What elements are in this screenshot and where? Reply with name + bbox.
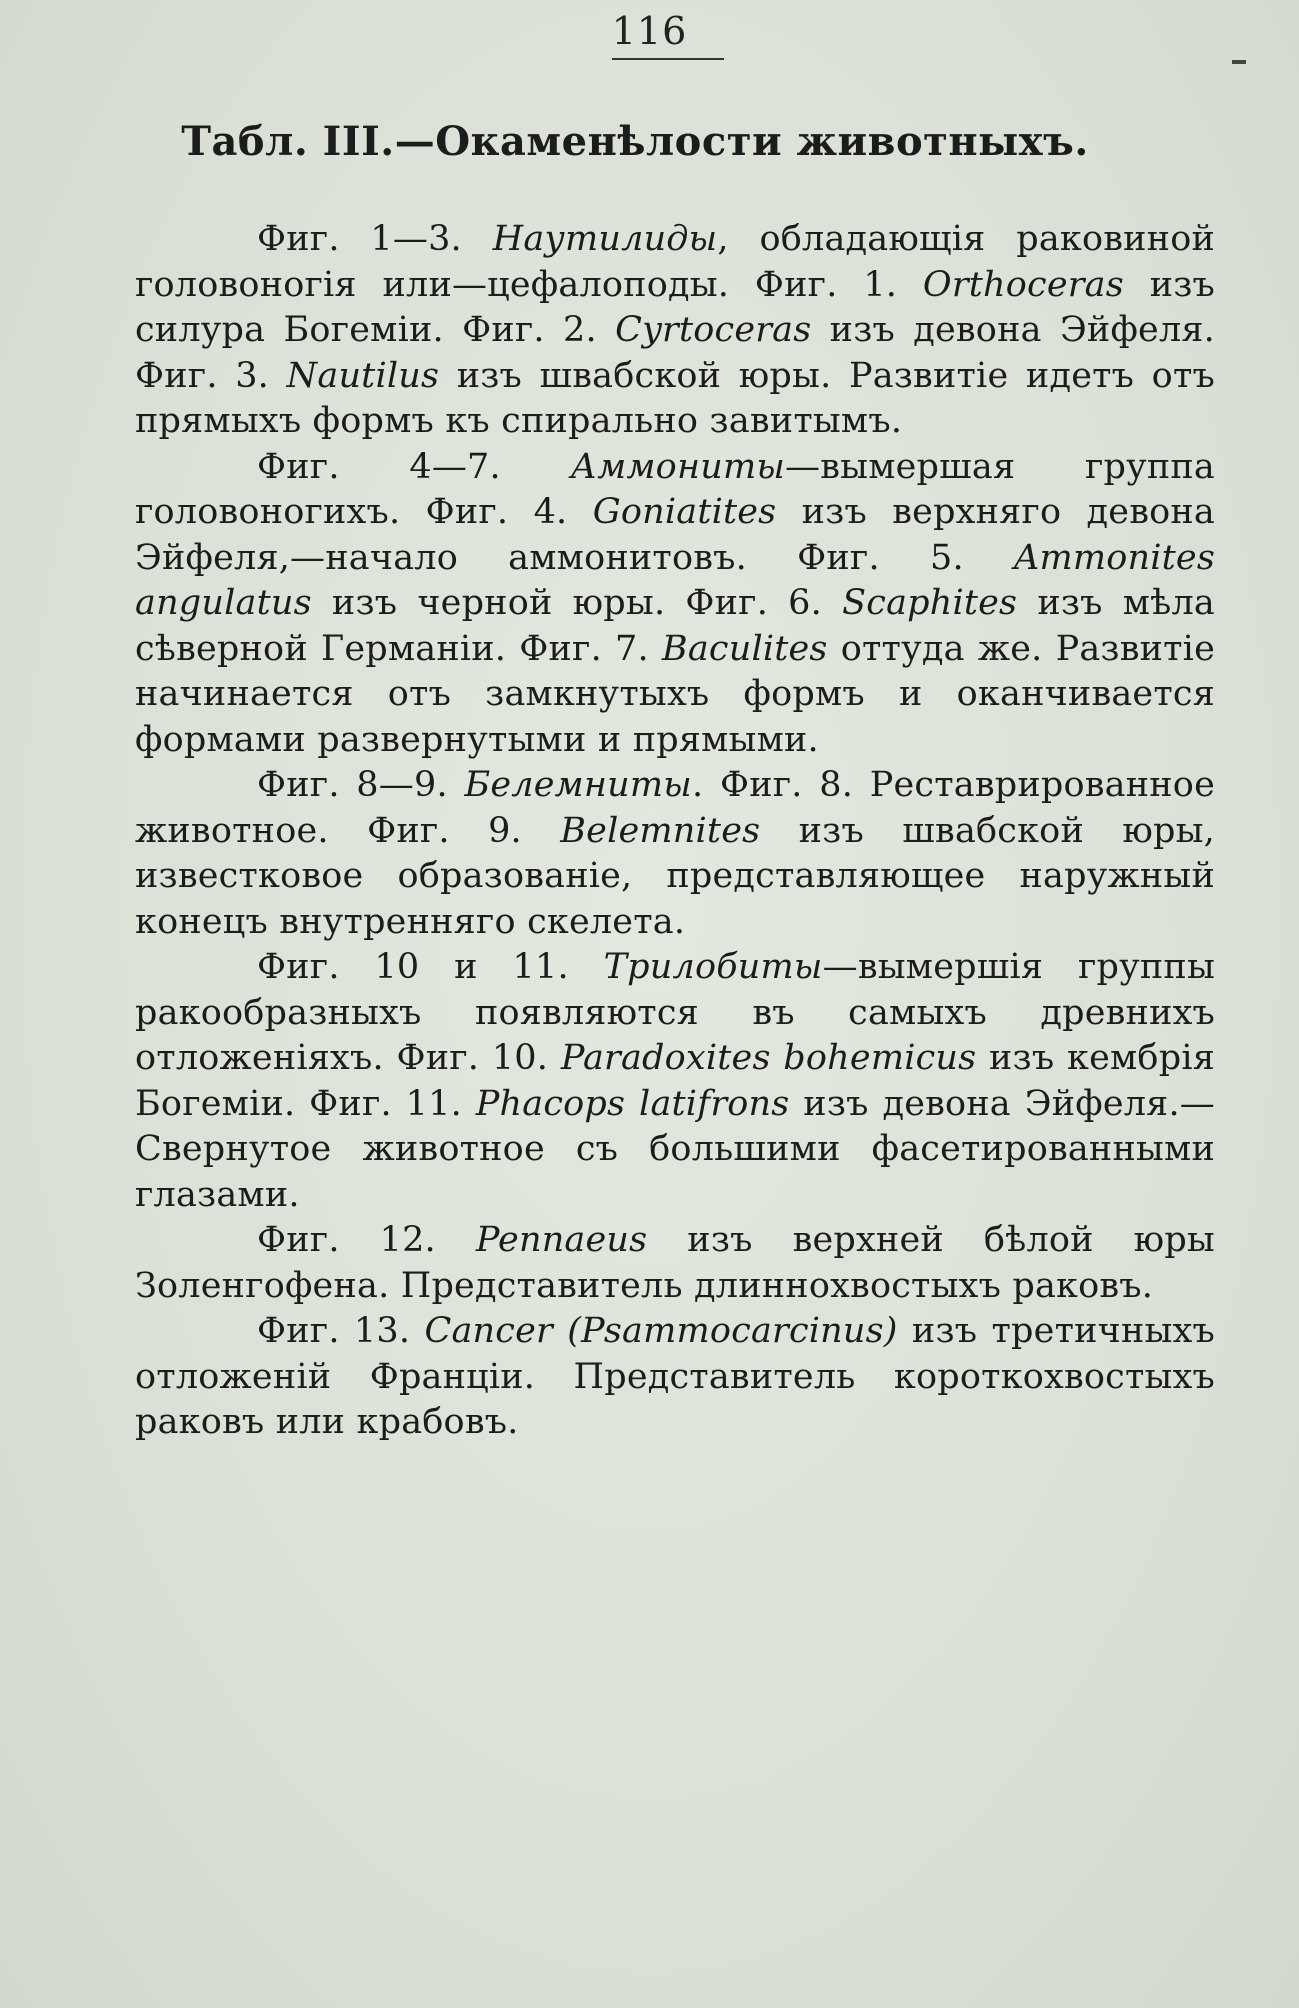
- text-run: —вымершая группа головоногихъ. Фиг. 4.: [135, 446, 1215, 532]
- text-run: Фиг. 10 и 11.: [257, 947, 604, 987]
- taxon-name: Orthoceras: [922, 264, 1124, 305]
- text-run: изъ девона Эйфеля.—Свернутое животное съ большими фасетированными глазами.: [135, 1083, 1215, 1215]
- page-number: 116: [611, 9, 688, 53]
- text-run: . Фиг. 8. Реставрированное животное. Фиг. 9.: [135, 765, 1215, 851]
- taxon-name: Goniatites: [592, 492, 777, 532]
- text-run: изъ девона Эйфеля. Фиг. 3.: [135, 310, 1215, 396]
- taxon-name: Belemnites: [560, 810, 761, 851]
- text-run: изъ швабской юры. Развитіе идетъ отъ прямыхъ формъ къ спирально завитымъ.: [135, 355, 1215, 441]
- text-run: Фиг. 13.: [257, 1311, 425, 1351]
- text-run: изъ черной юры. Фиг. 6.: [311, 583, 843, 623]
- text-run: изъ кембрія Богеміи. Фиг. 11.: [135, 1038, 1215, 1124]
- paragraph-fig-4-7: [135, 445, 1215, 764]
- text-run: изъ верхней бѣлой юры Золенгофена. Представитель длиннохвостыхъ раковъ.: [135, 1220, 1215, 1306]
- paragraph-fig-10-11: [135, 945, 1215, 1218]
- taxon-name: Baculites: [661, 628, 828, 669]
- taxon-name: Nautilus: [286, 355, 440, 396]
- text-run: изъ силура Богеміи. Фиг. 2.: [135, 264, 1215, 350]
- taxon-name: Трилобиты: [603, 947, 823, 987]
- text-run: изъ верхняго девона Эйфеля,—начало аммонитовъ. Фиг. 5.: [135, 492, 1215, 578]
- paragraph-fig-8-9: [135, 763, 1215, 945]
- text-run: —вымершія группы ракообразныхъ появляются въ самыхъ древнихъ отложеніяхъ. Фиг. 10.: [135, 947, 1216, 1078]
- taxon-name: Cyrtoceras: [615, 310, 812, 350]
- text-run: оттуда же. Развитіе начинается отъ замкнутыхъ формъ и оканчивается формами развернутыми и прямыми.: [135, 628, 1215, 760]
- taxon-name: Paradoxites bohemicus: [560, 1038, 977, 1078]
- edge-mark: [1232, 60, 1246, 64]
- paragraph-fig-1-3: [135, 217, 1215, 445]
- page-number-rule: [612, 58, 724, 60]
- taxon-name: Cancer (Psammocarcinus): [424, 1311, 898, 1351]
- text-run: Фиг. 12.: [257, 1220, 476, 1260]
- text-run: , обладающія раковиной головоногія или—цефалоподы. Фиг. 1.: [135, 219, 1215, 305]
- taxon-name: Phacops latifrons: [475, 1083, 790, 1124]
- text-run: Фиг. 8—9.: [257, 765, 465, 805]
- plate-description: [135, 217, 1215, 1446]
- text-run: Фиг. 4—7.: [257, 446, 571, 487]
- text-run: изъ швабской юры, известковое образованіе, представляющее наружный конецъ внутренняго скелета.: [135, 810, 1215, 942]
- taxon-name: Ammonites angulatus: [135, 537, 1215, 623]
- paragraph-fig-13: [135, 1309, 1215, 1446]
- taxon-name: Наутилиды: [492, 219, 718, 259]
- text-run: Фиг. 1—3.: [257, 219, 493, 259]
- text-run: изъ третичныхъ отложеній Франціи. Представитель короткохвостыхъ раковъ или крабовъ.: [135, 1311, 1215, 1442]
- taxon-name: Pennaeus: [475, 1220, 648, 1260]
- paragraph-fig-12: [135, 1218, 1215, 1309]
- text-run: изъ мѣла сѣверной Германіи. Фиг. 7.: [135, 583, 1215, 669]
- taxon-name: Белемниты: [464, 765, 692, 805]
- taxon-name: Scaphites: [842, 583, 1018, 623]
- plate-title: Табл. III.—Окаменѣлости животныхъ.: [181, 118, 1089, 165]
- taxon-name: Аммониты: [570, 446, 786, 487]
